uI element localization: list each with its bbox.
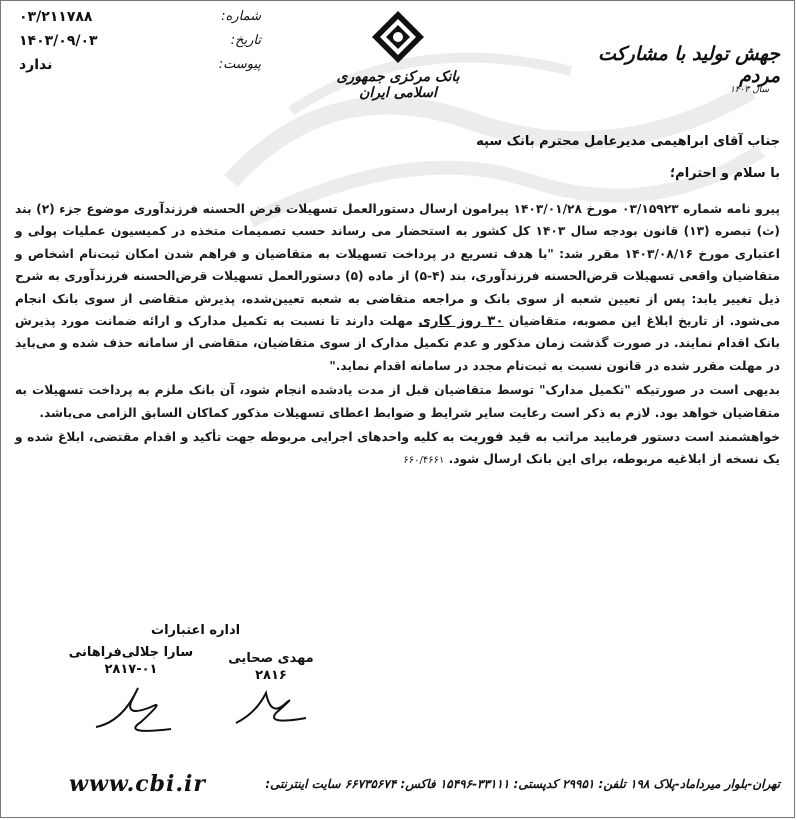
bank-emblem-icon [370,9,426,65]
slogan-year: سال ۱۴۰۳ [730,85,770,95]
letter-meta [15,7,265,79]
letter-date-label: تاریخ: [230,33,261,48]
greeting: با سلام و احترام؛ [669,166,780,181]
urgency-emphasis: قید فوریت [459,429,531,446]
deadline-emphasis: ۳۰ روز کاری [418,313,504,330]
year-slogan [580,43,780,95]
letter-attachment-label: پیوست: [218,57,261,72]
letter-footer [15,771,780,801]
signature-1-icon [226,683,316,733]
signature-2-icon [81,677,181,737]
signer-2-code: ۲۸۱۷-۰۱ [104,662,158,677]
signer-1-code: ۲۸۱۶ [255,668,287,683]
letter-number: ۰۳/۲۱۱۷۸۸ [19,9,93,25]
bank-logo [313,9,483,101]
signature-block [61,623,381,753]
paragraph-3 [15,426,780,473]
addressee: جناب آقای ابراهیمی مدیرعامل محترم بانک سپه [476,134,780,149]
bank-name: بانک مرکزی جمهوری اسلامی ایران [336,69,460,101]
meta-number-row [15,7,265,31]
letter-body [15,198,780,473]
paragraph-2: بدیهی است در صورتیکه "تکمیل مدارک" توسط متقاضیان قبل از مدت یادشده انجام شود، آن بانک ملزم به پرداخت تسهیلات به متقاضیان خواهد بود. لازم به ذکر است رعایت سایر شرایط و ضوابط اعطای تسهیلات مذکور کماکان السابق الزامی می‌باشد. [15,383,780,420]
department-name: اداره اعتبارات [151,623,241,638]
meta-attachment-row [15,55,265,79]
letter-date: ۱۴۰۳/۰۹/۰۳ [19,33,98,49]
signer-1-name: مهدی صحایی [228,651,314,666]
meta-date-row [15,31,265,55]
signer-2-name: سارا جلالی‌فراهانی [68,645,194,660]
address: تهران-بلوار میرداماد-پلاک ۱۹۸ تلفن: ۲۹۹۵۱ کدپستی: ۳۳۱۱۱-۱۵۴۹۶ فاکس: ۶۶۷۳۵۶۷۴ سایت اینترنتی: [265,777,780,791]
website: www.cbi.ir [69,771,207,797]
paragraph-3-part-1: خواهشمند است دستور فرمایید مراتب به [535,430,780,445]
paragraph-1-part-1: پیرو نامه شماره ۰۳/۱۵۹۲۳ مورخ ۱۴۰۳/۰۱/۲۸ پیرامون ارسال دستورالعمل تسهیلات قرض الحسنه فرزندآوری موضوع جزء (۲) بند (ث) تبصره (۱۳) قانون بودجه سال ۱۴۰۳ کل کشور به استحضار می رساند حسب تصمیمات متخذه در کمیسیون عملیات پولی و اعتباری مورخ ۱۴۰۳/۰۸/۱۶ مقرر شد: "با هدف تسریع در پرداخت تسهیلات به متقاضیان و فراهم شدن امکان ثبت‌نام اشخاص و متقاضیان واقعی تسهیلات قرض‌الحسنه فرزندآوری، بند (۴-۵) از ماده (۵) دستورالعمل تسهیلات قرض‌الحسنه فرزندآوری به شرح ذیل تغییر یابد: پس از تعیین شعبه از سوی بانک و مراجعه متقاضی به شعبه تعیین‌شده، پذیرش متقاضی از سوی بانک انجام می‌شود. از تاریخ ابلاغ این مصوبه، متقاضیان [15,202,781,329]
signer-2 [61,645,201,741]
letter-number-label: شماره: [221,9,261,24]
slogan-text: جهش تولید با مشارکت مردم [597,43,780,87]
letter-attachment: ندارد [19,57,53,73]
paragraph-3-part-2: به کلیه واحدهای اجرایی مربوطه جهت تأکید و اقدام مقتضی، ابلاغ شده و یک نسخه از ابلاغیه مربوطه، برای این بانک ارسال شود. [15,430,780,467]
paragraph-1 [15,198,780,377]
paragraph-1-part-2: مهلت دارند تا نسبت به تکمیل مدارک و ارائه ضمانت مورد پذیرش بانک اقدام نمایند. در صورت گذشت زمان مذکور و عدم تکمیل مدارک از سوی متقاضیان، متقاضی از سامانه حذف شده و می‌باید در مهلت مقرر شده در قانون نسبت به ثبت‌نام مجدد در سامانه اقدام نماید." [15,314,780,373]
reference-code: ۶۶۰/۴۶۶۱ [403,455,445,467]
signer-1 [211,651,331,737]
